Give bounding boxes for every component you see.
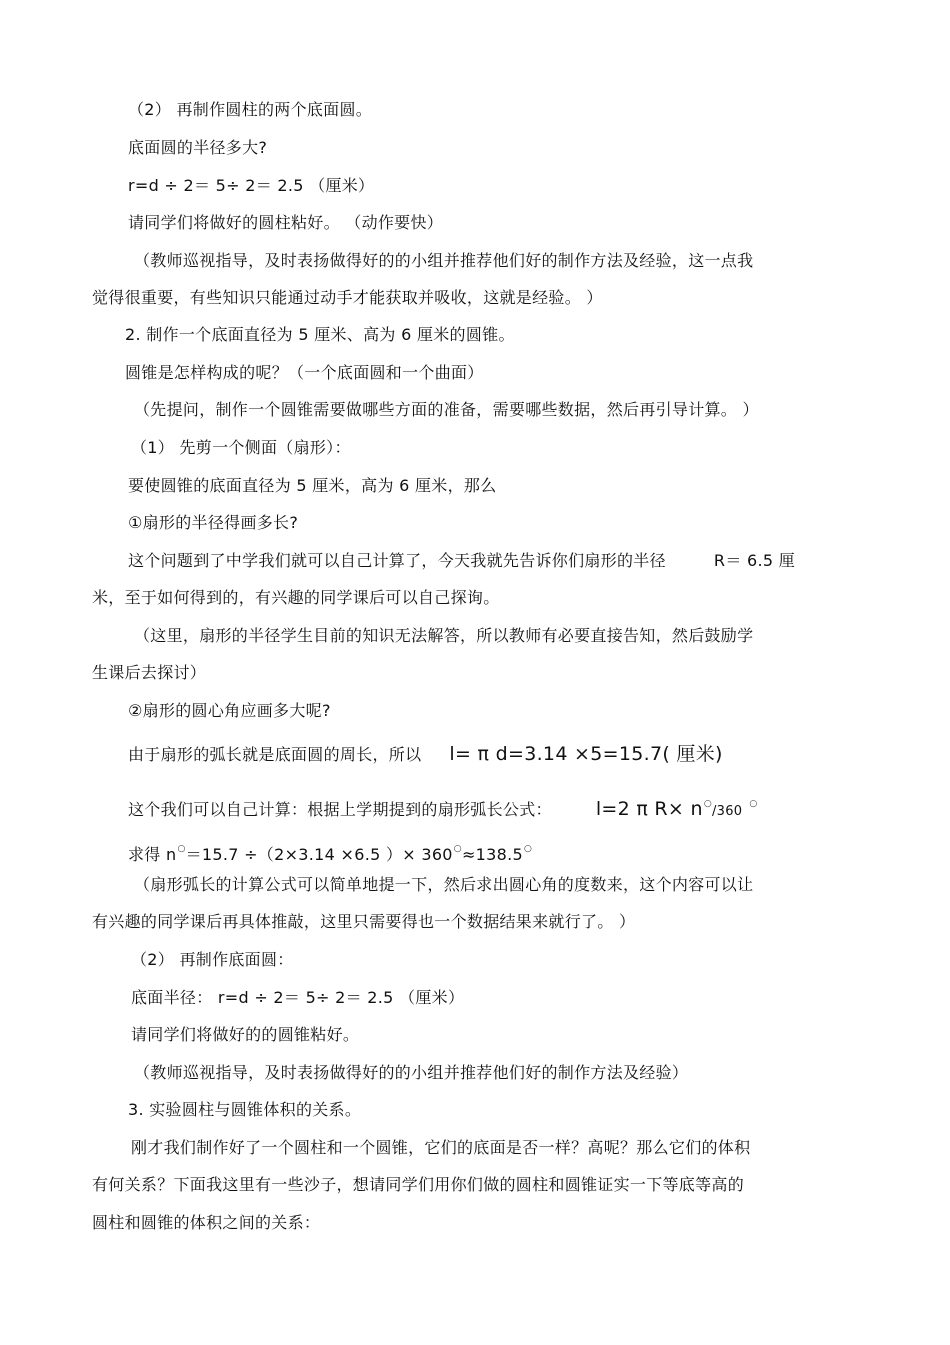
sector-radius-explanation bbox=[128, 550, 795, 572]
teacher-note-cone: （教师巡视指导，及时表扬做得好的的小组并推荐他们好的制作方法及经验） bbox=[134, 1063, 689, 1082]
arc-length-formula: l= π d=3.14 ×5=15.7( 厘米) bbox=[449, 743, 723, 765]
angle-result-prefix: 求得 n bbox=[128, 845, 177, 864]
angle-result-expression: ＝15.7 ÷（2×3.14 ×6.5 ）× 360 bbox=[185, 845, 453, 864]
sector-radius-text: 这个问题到了中学我们就可以自己计算了，今天我就先告诉你们扇形的半径 bbox=[128, 551, 666, 570]
experiment-intro-line3: 圆柱和圆锥的体积之间的关系： bbox=[92, 1213, 321, 1232]
teacher-note-radius-line2: 生课后去探讨） bbox=[92, 663, 207, 682]
degree-symbol: ○ bbox=[703, 799, 712, 809]
teacher-note-angle-line2: 有兴趣的同学课后再具体推敲，这里只需要得也一个数据结果来就行了。 ） bbox=[92, 912, 636, 931]
cylinder-glue-instruction: 请同学们将做好的圆柱粘好。 （动作要快） bbox=[128, 213, 444, 232]
central-angle-question: ②扇形的圆心角应画多大呢? bbox=[128, 701, 331, 720]
section-2-cone-heading: 2. 制作一个底面直径为 5 厘米、高为 6 厘米的圆锥。 bbox=[125, 325, 515, 344]
cone-radius-formula: 底面半径： r=d ÷ 2＝ 5÷ 2＝ 2.5 （厘米） bbox=[131, 988, 465, 1007]
arc-formula-text: 这个我们可以自己计算：根据上学期提到的扇形弧长公式： bbox=[128, 800, 552, 819]
cone-structure-question: 圆锥是怎样构成的呢？（一个底面圆和一个曲面） bbox=[125, 363, 484, 382]
arc-formula-denominator: /360 bbox=[711, 804, 743, 819]
experiment-intro-line2: 有何关系？下面我这里有一些沙子，想请同学们用你们做的圆柱和圆锥证实一下等底等高的 bbox=[92, 1175, 745, 1194]
sector-radius-question: ①扇形的半径得画多长? bbox=[128, 513, 299, 532]
degree-symbol: ○ bbox=[749, 799, 758, 809]
teacher-note-radius-line1: （这里，扇形的半径学生目前的知识无法解答，所以教师有必要直接告知，然后鼓励学 bbox=[134, 626, 754, 645]
step-2-cylinder-base: （2） 再制作圆柱的两个底面圆。 bbox=[128, 100, 373, 119]
cone-prep-note: （先提问，制作一个圆锥需要做哪些方面的准备，需要哪些数据，然后再引导计算。 ） bbox=[134, 400, 759, 419]
sector-radius-value: R＝ 6.5 厘 bbox=[713, 551, 796, 570]
arc-length-formula-line bbox=[128, 793, 758, 823]
angle-result-value: ≈138.5 bbox=[461, 845, 523, 864]
cone-glue-instruction: 请同学们将做好的的圆锥粘好。 bbox=[131, 1025, 360, 1044]
cone-requirement: 要使圆锥的底面直径为 5 厘米，高为 6 厘米，那么 bbox=[128, 476, 497, 495]
sector-radius-explanation-cont: 米，至于如何得到的，有兴趣的同学课后可以自己探询。 bbox=[92, 588, 500, 607]
degree-symbol: ○ bbox=[523, 844, 533, 854]
step-2-cone-base: （2） 再制作底面圆： bbox=[131, 950, 294, 969]
step-1-cut-sector: （1） 先剪一个侧面（扇形）： bbox=[131, 438, 351, 457]
experiment-intro-line1: 刚才我们制作好了一个圆柱和一个圆锥，它们的底面是否一样？高呢？那么它们的体积 bbox=[131, 1138, 751, 1157]
teacher-note-cylinder-line1: （教师巡视指导，及时表扬做得好的的小组并推荐他们好的制作方法及经验，这一点我 bbox=[134, 251, 754, 270]
degree-symbol: ○ bbox=[453, 844, 462, 854]
arc-length-text: 由于扇形的弧长就是底面圆的周长，所以 bbox=[128, 745, 422, 764]
arc-formula: l=2 π R× n bbox=[595, 798, 703, 820]
arc-length-calculation bbox=[128, 743, 723, 766]
central-angle-result bbox=[128, 838, 532, 866]
teacher-note-angle-line1: （扇形弧长的计算公式可以简单地提一下，然后求出圆心角的度数来，这个内容可以让 bbox=[134, 875, 754, 894]
base-radius-question: 底面圆的半径多大? bbox=[128, 138, 268, 157]
section-3-experiment-heading: 3. 实验圆柱与圆锥体积的关系。 bbox=[128, 1100, 362, 1119]
degree-symbol: ○ bbox=[177, 844, 186, 854]
cylinder-radius-formula: r=d ÷ 2＝ 5÷ 2＝ 2.5 （厘米） bbox=[128, 176, 375, 195]
teacher-note-cylinder-line2: 觉得很重要，有些知识只能通过动手才能获取并吸收，这就是经验。 ） bbox=[92, 288, 603, 307]
